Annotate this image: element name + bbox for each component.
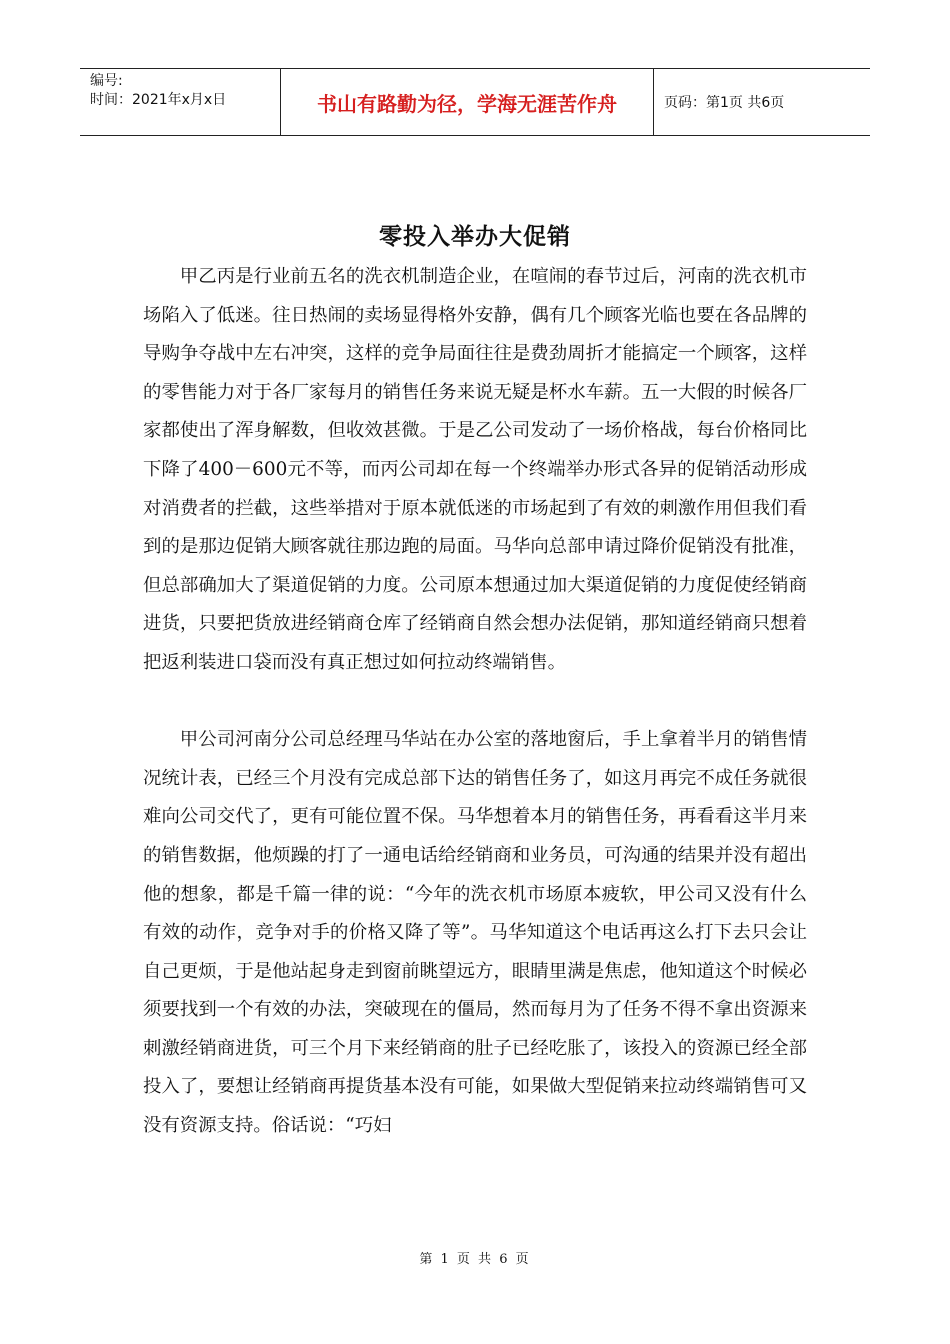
serial-number-label: 编号: <box>90 73 123 89</box>
date-label: 时间：2021年x月x日 <box>90 92 227 108</box>
document-body <box>143 258 807 1146</box>
page-number-label: 页码：第1页 共6页 <box>664 95 785 111</box>
page-footer: 第 1 页 共 6 页 <box>419 1252 531 1267</box>
paragraph: 甲乙丙是行业前五名的洗衣机制造企业，在喧闹的春节过后，河南的洗衣机市场陷入了低迷。往日热闹的卖场显得格外安静，偶有几个顾客光临也要在各品牌的导购争夺战中左右冲突，这样的竞争局面往往是费劲周折才能搞定一个顾客，这样的零售能力对于各厂家每月的销售任务来说无疑是杯水车薪。五一大假的时候各厂家都使出了浑身解数，但收效甚微。于是乙公司发动了一场价格战，每台价格同比下降了400－600元不等，而丙公司却在每一个终端举办形式各异的促销活动形成对消费者的拦截，这些举措对于原本就低迷的市场起到了有效的刺激作用但我们看到的是那边促销大顾客就往那边跑的局面。马华向总部申请过降价促销没有批准，但总部确加大了渠道促销的力度。公司原本想通过加大渠道促销的力度促使经销商进货，只要把货放进经销商仓库了经销商自然会想办法促销，那知道经销商只想着把返利装进口袋而没有真正想过如何拉动终端销售。 <box>143 266 807 673</box>
paragraph: 甲公司河南分公司总经理马华站在办公室的落地窗后，手上拿着半月的销售情况统计表，已经三个月没有完成总部下达的销售任务了，如这月再完不成任务就很难向公司交代了，更有可能位置不保。马华想着本月的销售任务，再看看这半月来的销售数据，他烦躁的打了一通电话给经销商和业务员，可沟通的结果并没有超出他的想象，都是千篇一律的说：“今年的洗衣机市场原本疲软，甲公司又没有什么有效的动作，竞争对手的价格又降了等”。马华知道这个电话再这么打下去只会让自己更烦，于是他站起身走到窗前眺望远方，眼睛里满是焦虑，他知道这个时候必须要找到一个有效的办法，突破现在的僵局，然而每月为了任务不得不拿出资源来刺激经销商进货，可三个月下来经销商的肚子已经吃胀了，该投入的资源已经全部投入了，要想让经销商再提货基本没有可能，如果做大型促销来拉动终端销售可又没有资源支持。俗话说：“巧妇 <box>143 729 807 1137</box>
motto-text: 书山有路勤为径，学海无涯苦作舟 <box>317 91 617 116</box>
header-page-cell <box>654 69 870 135</box>
document-header <box>80 68 870 136</box>
header-meta-cell <box>80 69 281 135</box>
header-motto-cell <box>281 69 654 135</box>
document-title: 零投入举办大促销 <box>379 223 571 250</box>
